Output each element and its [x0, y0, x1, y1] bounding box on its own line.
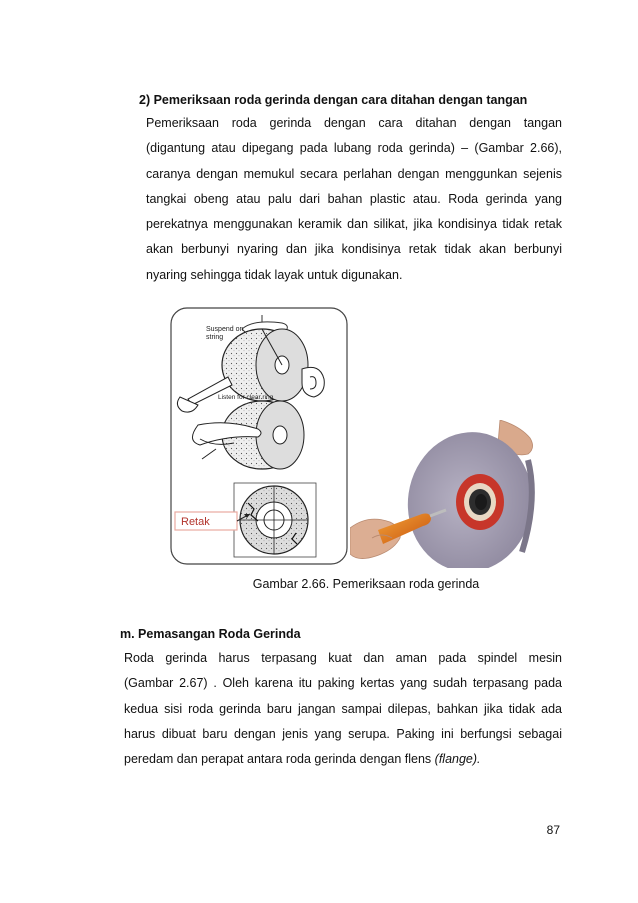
cracked-wheel-drawing: [234, 483, 316, 557]
string-label: string: [206, 334, 224, 341]
page-number: 87: [546, 823, 560, 837]
paragraph-line: harus dibuat baru dengan jenis yang serupa. Paking ini berfungsi sebagai: [124, 726, 562, 741]
paragraph-line: [124, 747, 562, 772]
paragraph-line: caranya dengan memukul secara perlahan dengan menggunkan sejenis: [146, 166, 562, 181]
ring-test-illustration: [170, 307, 348, 565]
paragraph-section-m: [124, 646, 562, 772]
paragraph-line: nyaring sehingga tidak layak untuk digunakan.: [146, 267, 403, 282]
paragraph-line: (digantung atau dipegang pada lubang roda gerinda) – (Gambar 2.66),: [146, 141, 562, 156]
figure-caption-text: Gambar 2.66. Pemeriksaan roda gerinda: [252, 577, 480, 591]
paragraph-line: akan berbunyi nyaring dan jika kondisinya retak tidak akan berbunyi: [146, 242, 562, 257]
retak-label: Retak: [181, 516, 210, 528]
section-heading-m: m. Pemasangan Roda Gerinda: [120, 627, 301, 641]
section-heading-2: 2) Pemeriksaan roda gerinda dengan cara ditahan dengan tangan: [139, 93, 528, 107]
suspend-label: Suspend on: [206, 326, 244, 333]
paragraph-line: tangkai obeng atau palu dari bahan plastic atau. Roda gerinda yang: [146, 191, 562, 206]
paragraph-line: Roda gerinda harus terpasang kuat dan aman pada spindel mesin: [124, 651, 562, 665]
paragraph-line: kedua sisi roda gerinda baru jangan sampai dilepas, bahkan jika tidak ada: [124, 701, 562, 716]
grinding-wheel-photo: [350, 420, 536, 568]
paragraph-line: (Gambar 2.67) . Oleh karena itu paking kertas yang sudah terpasang pada: [124, 676, 562, 691]
flange-term: (flange).: [434, 752, 481, 767]
figure-caption: [0, 577, 638, 591]
listen-label: Listen for clear ring: [218, 394, 274, 401]
paragraph-section-2: [146, 111, 562, 288]
paragraph-text: peredam dan perapat antara roda gerinda dengan flens: [124, 752, 435, 767]
paragraph-line: Pemeriksaan roda gerinda dengan cara ditahan dengan tangan: [146, 116, 562, 130]
paragraph-line: perekatnya menggunakan keramik dan silikat, jika kondisinya tidak retak: [146, 217, 562, 232]
